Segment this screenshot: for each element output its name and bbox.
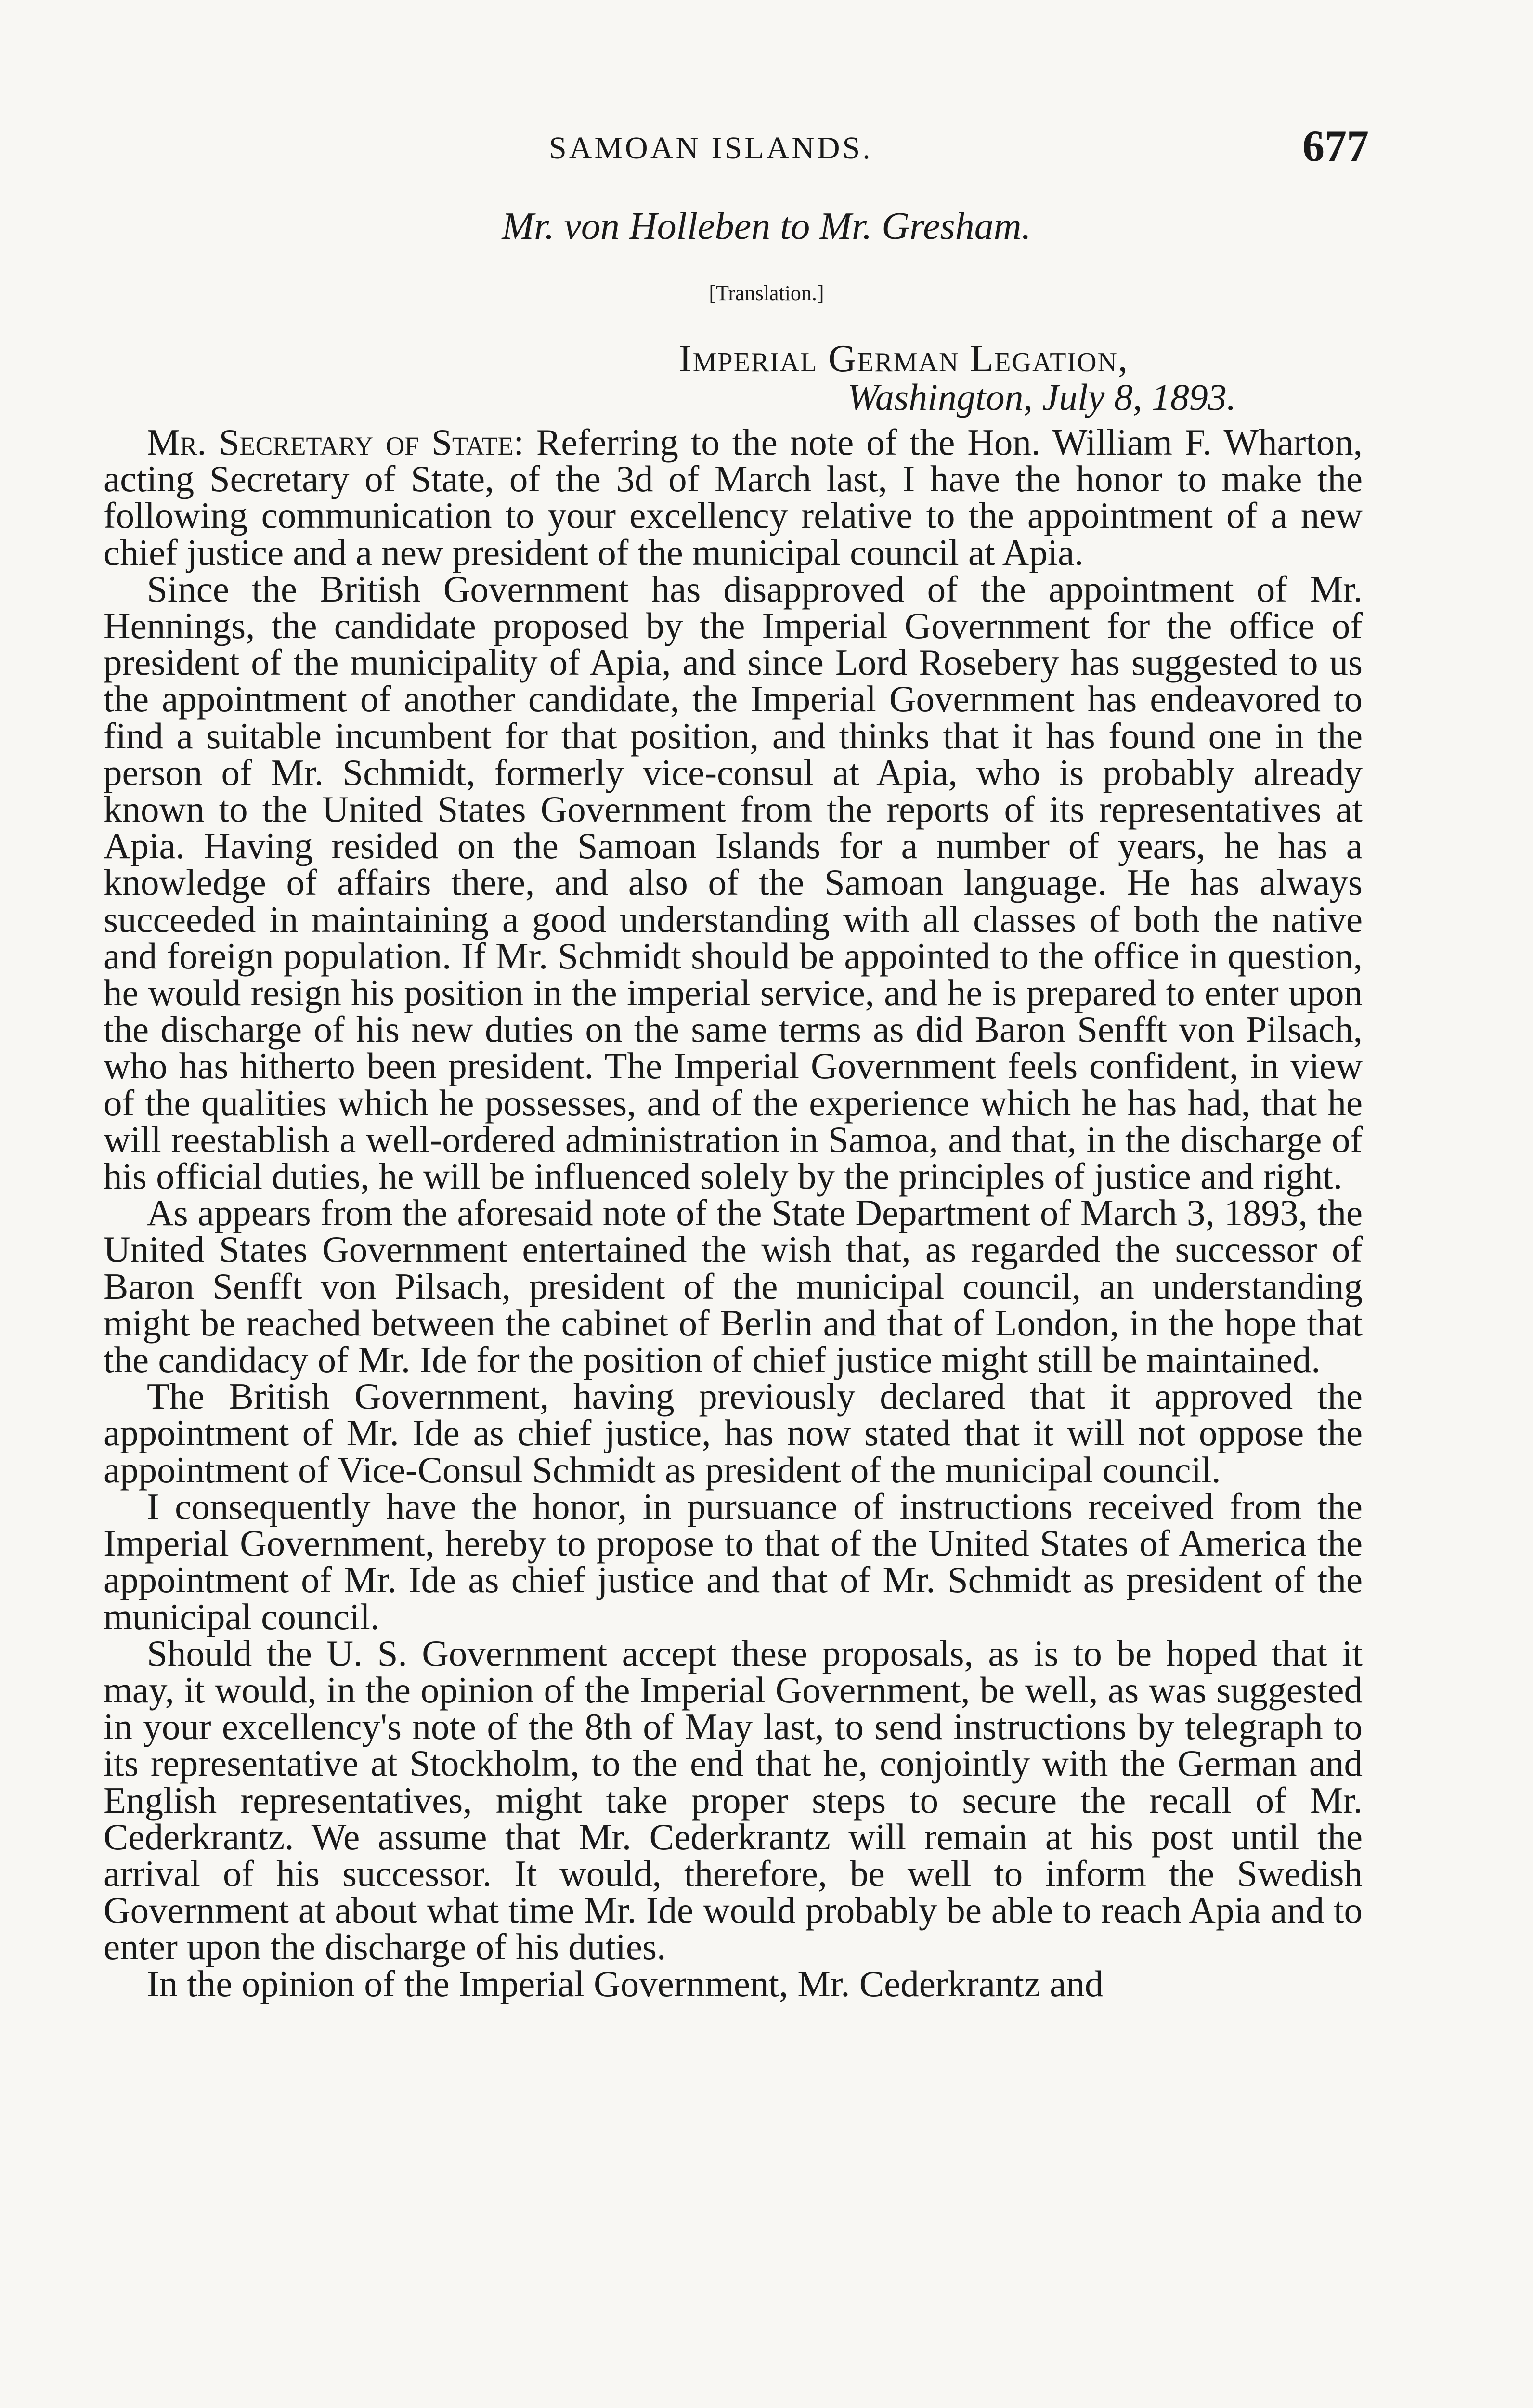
paragraph: Should the U. S. Government accept these proposals, as is to be hoped that it may, it would, in the opinion of the Imperial Government, be well, as was suggested in your excellency's note of the 8th of May last, to send instructions by telegraph to its representative at Stockholm, to the end that he, conjointly with the German and English representatives, might take proper steps to secure the recall of Mr. Cederkrantz. We assume that Mr. Cederkrantz will remain at his post until the arrival of his successor. It would, therefore, be well to inform the Swedish Government at about what time Mr. Ide would probably be able to reach Apia and to enter upon the discharge of his duties. bbox=[104, 1632, 1363, 1968]
paragraph: I consequently have the honor, in pursuance of instructions received from the Imperial Government, hereby to propose to that of the United States of America the appointment of Mr. Ide as chief justice and that of Mr. Schmidt as president of the municipal council. bbox=[104, 1485, 1363, 1637]
page-header bbox=[0, 120, 1533, 178]
paragraph: As appears from the aforesaid note of the State Department of March 3, 1893, the United States Government entertained the wish that, as regarded the successor of Baron Senfft von Pilsach, president of the municipal council, an understanding might be reached between the cabinet of Berlin and that of London, in the hope that the candidacy of Mr. Ide for the position of chief justice might still be maintained. bbox=[104, 1192, 1363, 1381]
paragraph: The British Government, having previously declared that it approved the appointment of Mr. Ide as chief justice, has now stated that it will not oppose the appointment of Vice-Consul Schmidt as president of the municipal council. bbox=[104, 1375, 1363, 1491]
salutation: Mr. Secretary of State: bbox=[147, 421, 524, 463]
translation-note: [Translation.] bbox=[709, 281, 824, 305]
letter-title: Mr. von Holleben to Mr. Gresham. bbox=[502, 205, 1031, 248]
paragraph bbox=[104, 421, 1363, 573]
paragraph-text: Referring to the note of the Hon. William F. Wharton, acting Secretary of State, of the 3d of March last, I have the honor to make the following communication to your excellency relative to the appointment of a new chief justice and a new president of the municipal council at Apia. bbox=[104, 421, 1363, 573]
paragraph: In the opinion of the Imperial Government, Mr. Cederkrantz and bbox=[147, 1963, 1104, 2004]
letter-sender: Imperial German Legation, bbox=[679, 338, 1129, 380]
letter-dateline: Washington, July 8, 1893. bbox=[847, 376, 1236, 418]
paragraph: Since the British Government has disapproved of the appointment of Mr. Hennings, the candidate proposed by the Imperial Government for the office of president of the municipality of Apia, and since Lord Rosebery has suggested to us the appointment of another candidate, the Imperial Government has endeavored to find a suitable incumbent for that position, and thinks that it has found one in the person of Mr. Schmidt, formerly vice-consul at Apia, who is probably already known to the United States Government from the reports of its representatives at Apia. Having resided on the Samoan Islands for a number of years, he has a knowledge of affairs there, and also of the Samoan language. He has always succeeded in maintaining a good understanding with all classes of both the native and foreign population. If Mr. Schmidt should be appointed to the office in question, he would resign his position in the imperial service, and he is prepared to enter upon the discharge of his new duties on the same terms as did Baron Senfft von Pilsach, who has hitherto been president. The Imperial Government feels confident, in view of the qualities which he possesses, and of the experience which he has had, that he will reestablish a well-ordered administration in Samoa, and that, in the discharge of his official duties, he will be influenced solely by the principles of justice and right. bbox=[104, 568, 1363, 1197]
page-number: 677 bbox=[1302, 121, 1369, 170]
letter-body bbox=[104, 421, 1363, 2004]
running-head: SAMOAN ISLANDS. bbox=[549, 131, 873, 166]
